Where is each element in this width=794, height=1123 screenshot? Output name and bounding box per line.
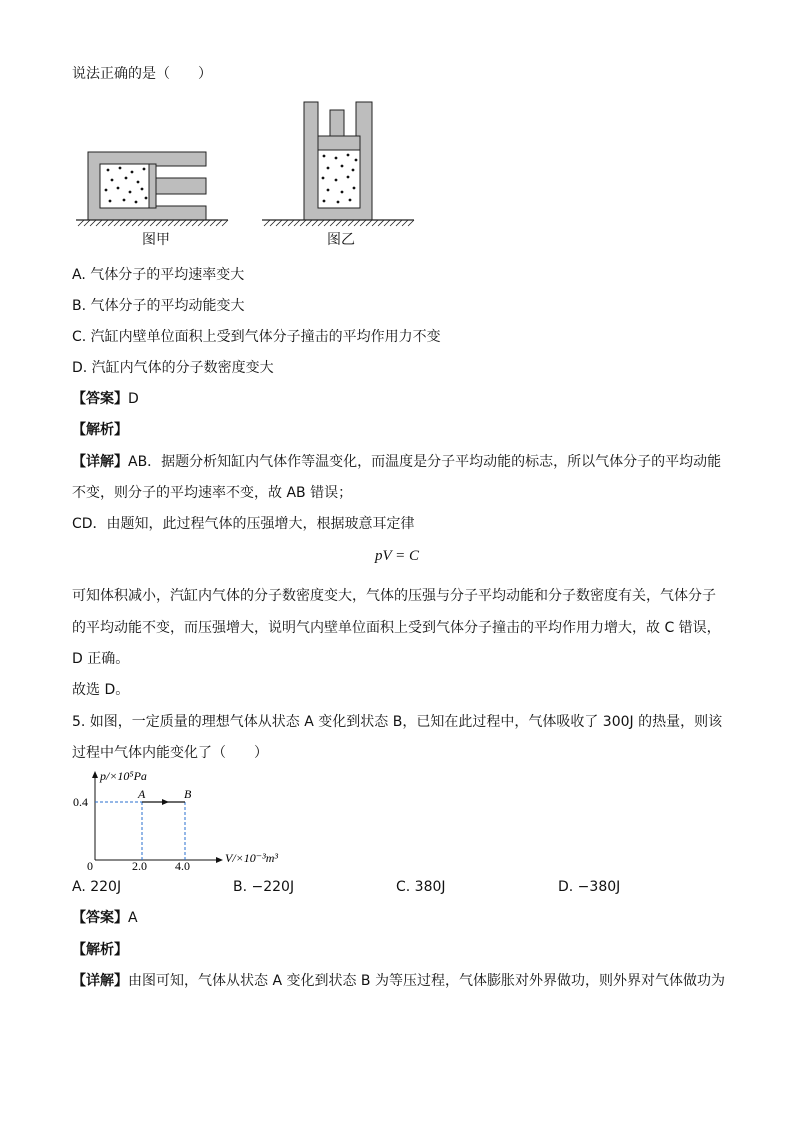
answer-value: D: [128, 391, 139, 407]
q4-formula: pV = C: [374, 548, 420, 564]
x-axis-label: V/×10⁻³m³: [225, 851, 278, 865]
ground-hatch-yi: [264, 220, 414, 226]
ground-hatch-jia: [78, 220, 228, 226]
q4-answer: [72, 389, 139, 409]
detail-tag: 【详解】: [72, 454, 128, 470]
detail-text: AB．据题分析知缸内气体作等温变化，而温度是分子平均动能的标志，所以气体分子的平均动能: [128, 454, 722, 470]
piston-yi: [318, 136, 360, 150]
q4-detail-line3: CD．由题知，此过程气体的压强增大，根据玻意耳定律: [72, 516, 415, 532]
figure-yi: [258, 100, 418, 228]
piston-jia: [149, 164, 156, 208]
q5-stem-line1: 5. 如图，一定质量的理想气体从状态 A 变化到状态 B，已知在此过程中，气体吸收了 300J 的热量，则该: [72, 714, 723, 730]
q4-detail-line4: 可知体积减小，汽缸内气体的分子数密度变大，气体的压强与分子平均动能和分子数密度有关，气体分子: [72, 588, 716, 604]
x-tick-a-label: 2.0: [132, 859, 147, 872]
q4-detail-line1: [72, 452, 721, 472]
y-axis-arrow: [92, 771, 98, 778]
q4-option-a: A. 气体分子的平均速率变大: [72, 267, 245, 283]
q4-detail-line6: D 正确。: [72, 651, 130, 667]
q5-option-c: C. 380J: [396, 879, 446, 895]
figure-jia: [72, 146, 232, 228]
y-tick-label: 0.4: [73, 795, 88, 809]
q4-option-c: C. 汽缸内壁单位面积上受到气体分子撞击的平均作用力不变: [72, 329, 441, 345]
detail-tag: 【详解】: [72, 973, 128, 989]
fig1-caption: 图甲: [142, 232, 170, 248]
q4-detail-line2: 不变，则分子的平均速率不变，故 AB 错误；: [72, 485, 353, 501]
q5-option-a: A. 220J: [72, 879, 122, 895]
q5-detail-line1: [72, 971, 725, 991]
q5-option-d: D. −380J: [558, 879, 621, 895]
q5-analysis-tag: 【解析】: [72, 942, 128, 958]
process-arrow: [162, 799, 169, 805]
q4-option-b: B. 气体分子的平均动能变大: [72, 298, 245, 314]
q5-option-b: B. −220J: [233, 879, 295, 895]
q5-answer: [72, 908, 138, 928]
point-a-label: A: [138, 787, 146, 801]
y-axis-label: p/×10⁵Pa: [100, 769, 147, 783]
q4-conclusion: 故选 D。: [72, 682, 130, 698]
answer-tag: 【答案】: [72, 910, 128, 926]
x-tick-b-label: 4.0: [175, 859, 190, 872]
origin-label: 0: [87, 859, 93, 872]
x-axis-arrow: [216, 857, 223, 863]
answer-value: A: [128, 910, 138, 926]
q4-stem-tail: 说法正确的是（ ）: [72, 66, 212, 82]
q4-option-d: D. 汽缸内气体的分子数密度变大: [72, 360, 274, 376]
point-b-label: B: [184, 787, 192, 801]
q4-detail-line5: 的平均动能不变，而压强增大，说明气内壁单位面积上受到气体分子撞击的平均作用力增大，故 C 错误，: [72, 620, 721, 636]
gas-region-yi: [318, 150, 360, 208]
detail-text: 由图可知，气体从状态 A 变化到状态 B 为等压过程，气体膨胀对外界做功，则外界对气体做功为: [128, 973, 725, 989]
q4-analysis-tag: 【解析】: [72, 422, 128, 438]
q5-stem-line2: 过程中气体内能变化了（ ）: [72, 745, 268, 761]
pv-graph: [70, 768, 310, 872]
answer-tag: 【答案】: [72, 391, 128, 407]
fig2-caption: 图乙: [327, 232, 355, 248]
